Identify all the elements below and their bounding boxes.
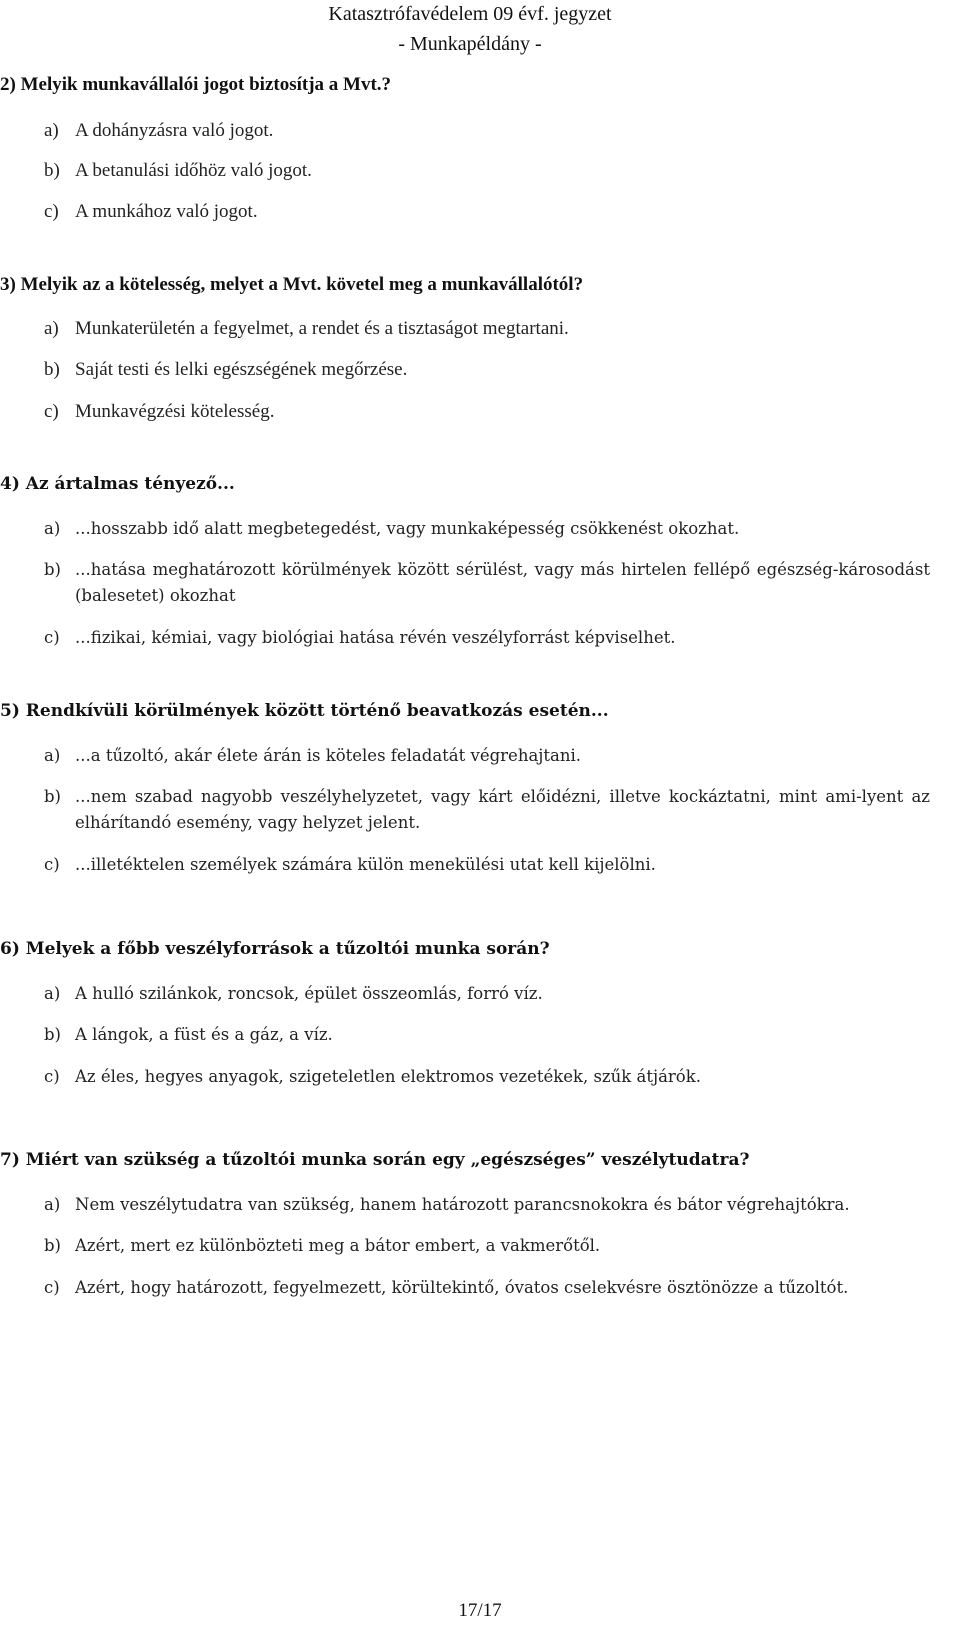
option-label: b) [44, 1236, 61, 1255]
question-2: 2) Melyik munkavállalói jogot biztosítja a Mvt.? [0, 74, 392, 95]
option-text: ...hosszabb idő alatt megbetegedést, vagy munkaképesség csökkenést okozhat. [75, 519, 740, 538]
question-6-option-a [44, 981, 930, 1007]
option-label: c) [44, 1067, 60, 1086]
option-label: a) [44, 984, 61, 1003]
header-subtitle: - Munkapéldány - [398, 33, 542, 55]
option-text: Munkavégzési kötelesség. [75, 401, 275, 422]
question-3-option-a [44, 316, 930, 342]
option-text: ...hatása meghatározott körülmények között sérülést, vagy más hirtelen fellépő egészség-károsodást (balesetet) okozhat [75, 560, 930, 605]
option-text: Munkaterületén a fegyelmet, a rendet és a tisztaságot megtartani. [75, 318, 569, 339]
question-3-option-b [44, 357, 930, 383]
question-5-option-c [44, 852, 930, 878]
option-label: a) [44, 120, 59, 141]
question-4: 4) Az ártalmas tényező... [0, 474, 235, 494]
option-label: b) [44, 560, 61, 579]
option-text: Azért, hogy határozott, fegyelmezett, körültekintő, óvatos cselekvésre ösztönözze a tűzoltót. [75, 1278, 849, 1297]
question-4-option-c [44, 625, 930, 651]
option-label: b) [44, 1025, 61, 1044]
option-text: A dohányzásra való jogot. [75, 120, 274, 141]
question-2-option-a [44, 118, 930, 144]
question-2-option-b [44, 158, 930, 184]
option-text: ...illetéktelen személyek számára külön menekülési utat kell kijelölni. [75, 855, 656, 874]
option-label: c) [44, 1278, 60, 1297]
option-text: Saját testi és lelki egészségének megőrzése. [75, 359, 408, 380]
header-title: Katasztrófavédelem 09 évf. jegyzet [328, 3, 612, 25]
option-label: a) [44, 1195, 61, 1214]
question-5: 5) Rendkívüli körülmények között történő beavatkozás esetén... [0, 701, 609, 721]
option-text: A hulló szilánkok, roncsok, épület összeomlás, forró víz. [75, 984, 543, 1003]
question-2-option-c [44, 199, 930, 225]
option-text: Azért, mert ez különbözteti meg a bátor embert, a vakmerőtől. [75, 1236, 601, 1255]
question-7-option-c [44, 1275, 930, 1301]
option-text: ...nem szabad nagyobb veszélyhelyzetet, vagy kárt előidézni, illetve kockáztatni, mint ami-lyent az elhárítandó esemény, vagy helyzet jelent. [75, 787, 930, 832]
question-3: 3) Melyik az a kötelesség, melyet a Mvt. követel meg a munkavállalótól? [0, 274, 584, 295]
option-text: A lángok, a füst és a gáz, a víz. [75, 1025, 333, 1044]
question-3-option-c [44, 399, 930, 425]
option-label: c) [44, 401, 59, 422]
page-number: 17/17 [458, 1600, 502, 1621]
question-5-option-a [44, 743, 930, 769]
option-text: A munkához való jogot. [75, 201, 258, 222]
option-label: a) [44, 746, 61, 765]
question-7-option-a [44, 1192, 930, 1218]
option-label: c) [44, 855, 60, 874]
option-text: ...fizikai, kémiai, vagy biológiai hatása révén veszélyforrást képviselhet. [75, 628, 676, 647]
option-label: c) [44, 201, 59, 222]
question-5-option-b [44, 784, 930, 836]
question-4-option-a [44, 516, 930, 542]
question-7-option-b [44, 1233, 930, 1259]
question-7: 7) Miért van szükség a tűzoltói munka során egy „egészséges” veszélytudatra? [0, 1150, 750, 1170]
option-label: a) [44, 318, 59, 339]
option-label: b) [44, 787, 61, 806]
option-text: ...a tűzoltó, akár élete árán is köteles feladatát végrehajtani. [75, 746, 582, 765]
option-label: b) [44, 359, 60, 380]
question-6-option-b [44, 1022, 930, 1048]
option-text: Az éles, hegyes anyagok, szigeteletlen elektromos vezetékek, szűk átjárók. [75, 1067, 701, 1086]
question-6: 6) Melyek a főbb veszélyforrások a tűzoltói munka során? [0, 939, 550, 959]
option-label: b) [44, 160, 60, 181]
question-6-option-c [44, 1064, 930, 1090]
option-label: c) [44, 628, 60, 647]
option-text: A betanulási időhöz való jogot. [75, 160, 312, 181]
question-4-option-b [44, 557, 930, 609]
option-text: Nem veszélytudatra van szükség, hanem határozott parancsnokokra és bátor végrehajtókra. [75, 1195, 850, 1214]
option-label: a) [44, 519, 61, 538]
